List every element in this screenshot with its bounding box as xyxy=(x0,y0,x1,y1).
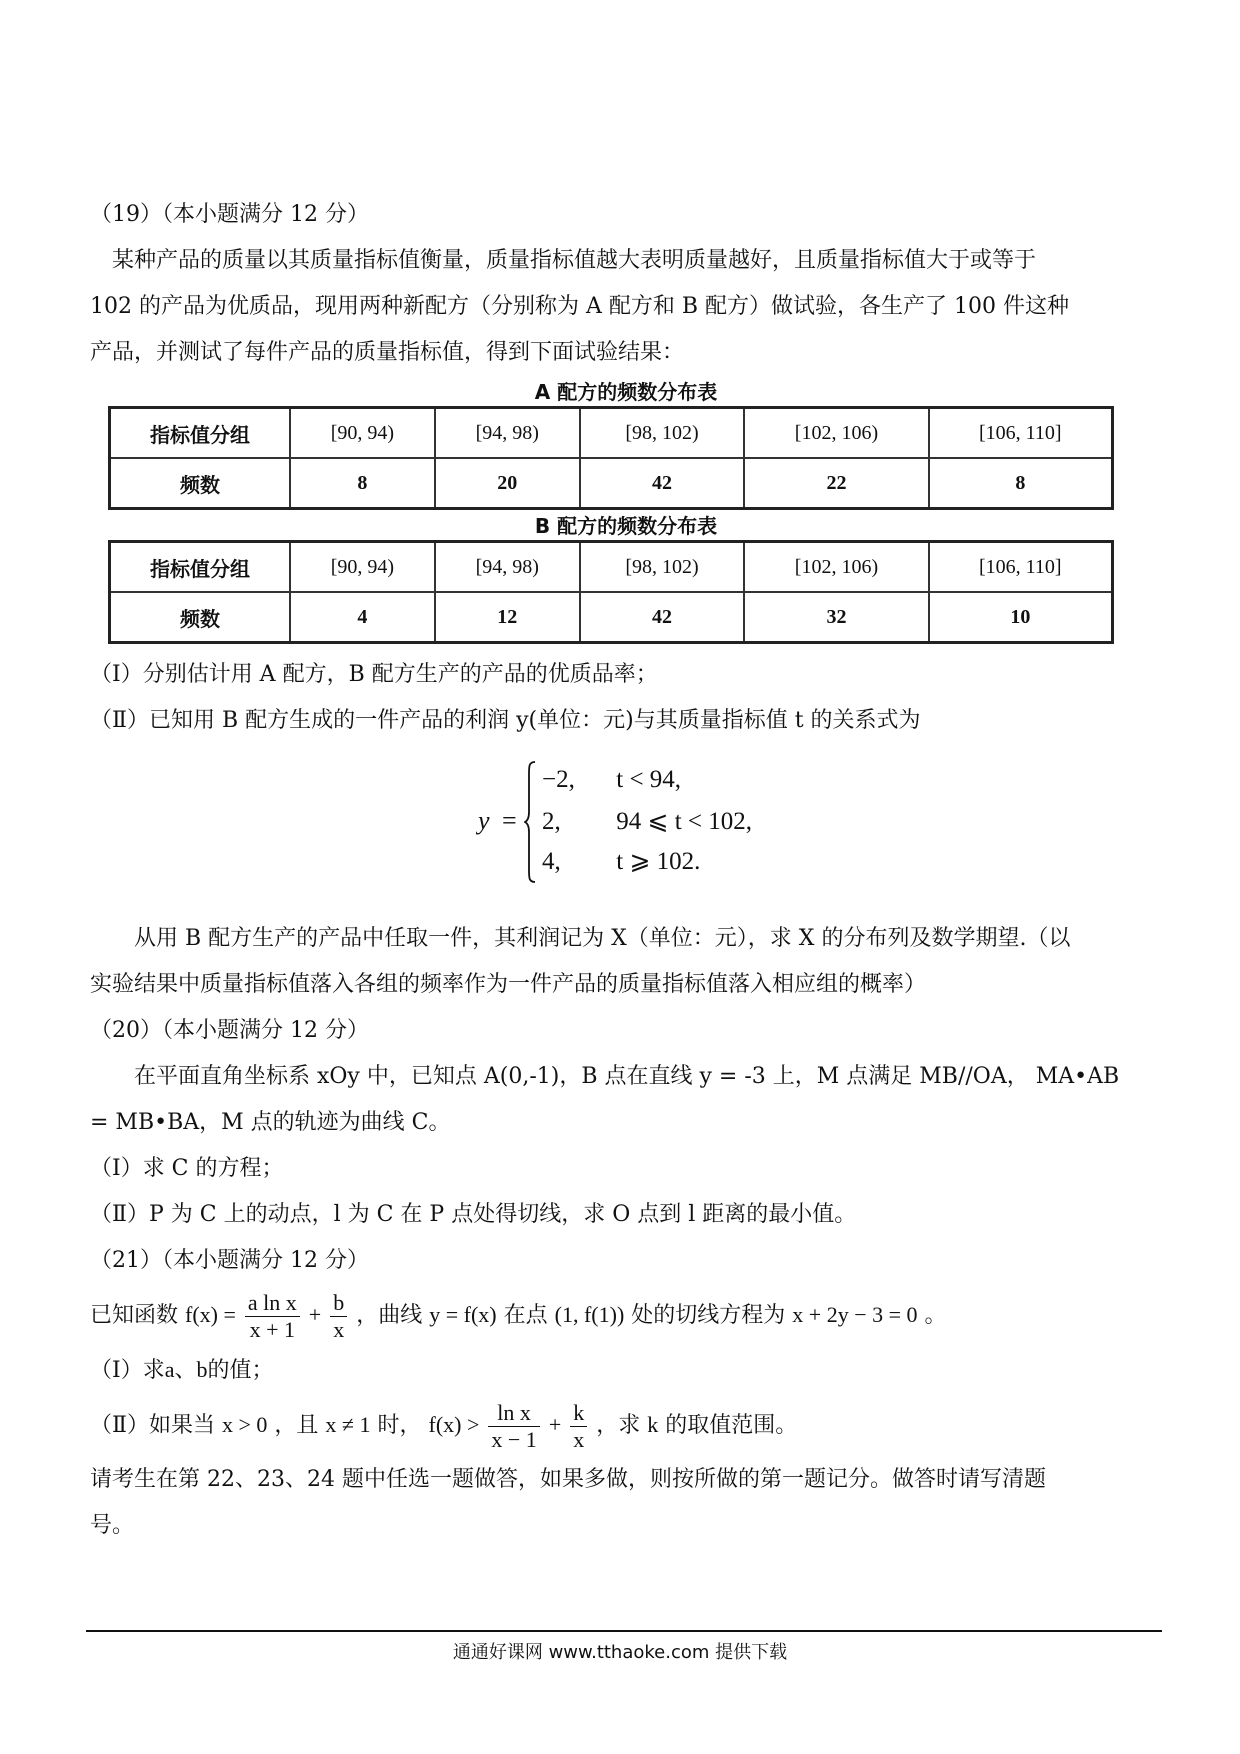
function-lhs: f(x) = xyxy=(185,1302,236,1327)
table-b-count-cell: 42 xyxy=(580,592,745,643)
q21-prefix: 已知函数 xyxy=(90,1303,179,1328)
q21-part1 xyxy=(90,1347,1162,1394)
point-expression: (1, f(1)) xyxy=(554,1302,625,1327)
table-a-row1-header: 指标值分组 xyxy=(110,408,291,459)
table-b-group-cell: [98, 102) xyxy=(580,542,745,593)
page-content xyxy=(90,192,1162,1549)
table-b-group-cell: [106, 110] xyxy=(929,542,1113,593)
piecewise-condition: t ⩾ 102. xyxy=(616,848,701,875)
piecewise-value: 2, xyxy=(542,808,561,835)
fraction-numerator: k xyxy=(570,1400,587,1427)
q19-part1: （Ⅰ）分别估计用 A 配方，B 配方生产的产品的优质品率； xyxy=(90,662,658,687)
table-a-group-cell: [98, 102) xyxy=(580,408,745,459)
table-b-group-cell: [102, 106) xyxy=(744,542,928,593)
table-a-count-cell: 42 xyxy=(580,458,745,509)
piecewise-row xyxy=(542,846,700,876)
piecewise-lhs: y xyxy=(478,806,490,835)
fraction-ln-x-over-x-minus-1 xyxy=(488,1400,539,1453)
q21-part2-ask: ，求 xyxy=(596,1413,641,1438)
table-b-caption: B 配方的频数分布表 xyxy=(534,514,718,538)
q19-intro-line-3: 产品，并测试了每件产品的质量指标值，得到下面试验结果： xyxy=(90,340,685,365)
q21-mid-text: ，曲线 xyxy=(356,1303,423,1328)
q21-part1-prefix: （Ⅰ）求 xyxy=(90,1358,165,1383)
inequality-lhs: f(x) > xyxy=(428,1412,480,1437)
footer-source: 通通好课网 www.tthaoke.com 提供下载 xyxy=(452,1642,788,1663)
table-a-count-cell: 22 xyxy=(744,458,928,509)
curve-expression: y = f(x) xyxy=(429,1302,497,1327)
condition-not-one: x ≠ 1 xyxy=(325,1412,371,1437)
table-b-groups-row xyxy=(110,542,1113,593)
table-a-frequency xyxy=(108,406,1114,510)
piecewise-condition: t < 94, xyxy=(616,766,682,793)
fraction-a-ln-x xyxy=(245,1290,300,1343)
table-a-groups-row xyxy=(110,408,1113,459)
q21-tail-text: 处的切线方程为 xyxy=(631,1303,786,1328)
q19-part2: （Ⅱ）已知用 B 配方生成的一件产品的利润 y(单位：元)与其质量指标值 t 的关系式为 xyxy=(90,708,921,733)
q19-intro-line-2: 102 的产品为优质品，现用两种新配方（分别称为 A 配方和 B 配方）做试验，各生产了 100 件这种 xyxy=(90,294,1069,319)
piecewise-equals: = xyxy=(502,806,517,835)
table-a-group-cell: [94, 98) xyxy=(435,408,580,459)
piecewise-condition: 94 ⩽ t < 102, xyxy=(616,808,752,835)
table-a-group-cell: [90, 94) xyxy=(290,408,435,459)
q21-heading: （21）（本小题满分 12 分） xyxy=(90,1248,369,1273)
k-variable: k xyxy=(647,1412,659,1437)
table-a-group-cell: [106, 110] xyxy=(929,408,1113,459)
q21-part2 xyxy=(90,1394,1162,1457)
table-b-row1-header: 指标值分组 xyxy=(110,542,291,593)
q20-heading: （20）（本小题满分 12 分） xyxy=(90,1018,369,1043)
piecewise-value: −2, xyxy=(542,766,575,793)
table-b-count-cell: 32 xyxy=(744,592,928,643)
table-b-counts-row xyxy=(110,592,1113,643)
table-b-frequency xyxy=(108,540,1114,644)
left-brace-icon xyxy=(524,760,536,884)
q20-part2: （Ⅱ）P 为 C 上的动点，l 为 C 在 P 点处得切线，求 O 点到 l 距离的最小值。 xyxy=(90,1202,857,1227)
q21-part1-end: 的值； xyxy=(207,1358,274,1383)
fraction-b-over-x xyxy=(330,1290,347,1343)
elective-note-line-1: 请考生在第 22、23、24 题中任选一题做答，如果多做，则按所做的第一题记分。做答时请写清题 xyxy=(90,1467,1046,1492)
q21-part2-prefix: （Ⅱ）如果当 xyxy=(90,1413,215,1438)
piecewise-row xyxy=(542,766,681,794)
tangent-equation: x + 2y − 3 = 0 xyxy=(792,1302,918,1327)
table-b-count-cell: 12 xyxy=(435,592,580,643)
q21-line-end: 。 xyxy=(924,1303,947,1328)
q21-part2-when: 时， xyxy=(377,1413,422,1438)
q21-part2-end: 的取值范围。 xyxy=(665,1413,798,1438)
q20-intro-line-2: = MB•BA，M 点的轨迹为曲线 C。 xyxy=(90,1110,451,1135)
q19-heading: （19）（本小题满分 12 分） xyxy=(90,202,369,227)
fraction-denominator: x xyxy=(333,1316,345,1342)
fraction-k-over-x xyxy=(570,1400,587,1453)
fraction-numerator: a ln x xyxy=(245,1290,300,1317)
q19-part2-continued-1: 从用 B 配方生产的产品中任取一件，其利润记为 X（单位：元），求 X 的分布列及数学期望.（以 xyxy=(134,926,1071,951)
table-b-row2-header: 频数 xyxy=(110,592,291,643)
q21-part1-vars: a、b xyxy=(164,1357,208,1382)
table-a-group-cell: [102, 106) xyxy=(744,408,928,459)
fraction-numerator: ln x xyxy=(488,1400,539,1427)
q20-intro-line-1: 在平面直角坐标系 xOy 中，已知点 A(0,-1)，B 点在直线 y = -3 上，M 点满足 MB//OA， MA•AB xyxy=(134,1064,1120,1089)
table-a-count-cell: 8 xyxy=(929,458,1113,509)
elective-note-line-2: 号。 xyxy=(90,1513,135,1538)
footer-divider xyxy=(86,1630,1162,1632)
q19-part2-continued-2: 实验结果中质量指标值落入各组的频率作为一件产品的质量指标值落入相应组的概率） xyxy=(90,972,927,997)
table-a-row2-header: 频数 xyxy=(110,458,291,509)
plus-sign: + xyxy=(308,1302,322,1327)
fraction-denominator: x − 1 xyxy=(491,1426,537,1452)
q21-at-text: 在点 xyxy=(503,1303,548,1328)
piecewise-function xyxy=(90,754,1162,904)
table-a-counts-row xyxy=(110,458,1113,509)
table-b-count-cell: 10 xyxy=(929,592,1113,643)
q19-intro-line-1: 某种产品的质量以其质量指标值衡量，质量指标值越大表明质量越好，且质量指标值大于或等于 xyxy=(112,248,1037,273)
q20-part1: （Ⅰ）求 C 的方程； xyxy=(90,1156,284,1181)
fraction-numerator: b xyxy=(330,1290,347,1317)
table-b-group-cell: [94, 98) xyxy=(435,542,580,593)
q21-part2-and: ，且 xyxy=(274,1413,319,1438)
table-b-group-cell: [90, 94) xyxy=(290,542,435,593)
fraction-denominator: x xyxy=(573,1426,585,1452)
table-b-count-cell: 4 xyxy=(290,592,435,643)
table-a-count-cell: 20 xyxy=(435,458,580,509)
piecewise-row xyxy=(542,806,752,836)
condition-positive: x > 0 xyxy=(221,1412,268,1437)
table-a-count-cell: 8 xyxy=(290,458,435,509)
fraction-denominator: x + 1 xyxy=(249,1316,296,1342)
q21-function-line xyxy=(90,1284,1162,1347)
plus-sign: + xyxy=(548,1412,562,1437)
piecewise-value: 4, xyxy=(542,848,561,875)
table-a-caption: A 配方的频数分布表 xyxy=(534,380,718,404)
